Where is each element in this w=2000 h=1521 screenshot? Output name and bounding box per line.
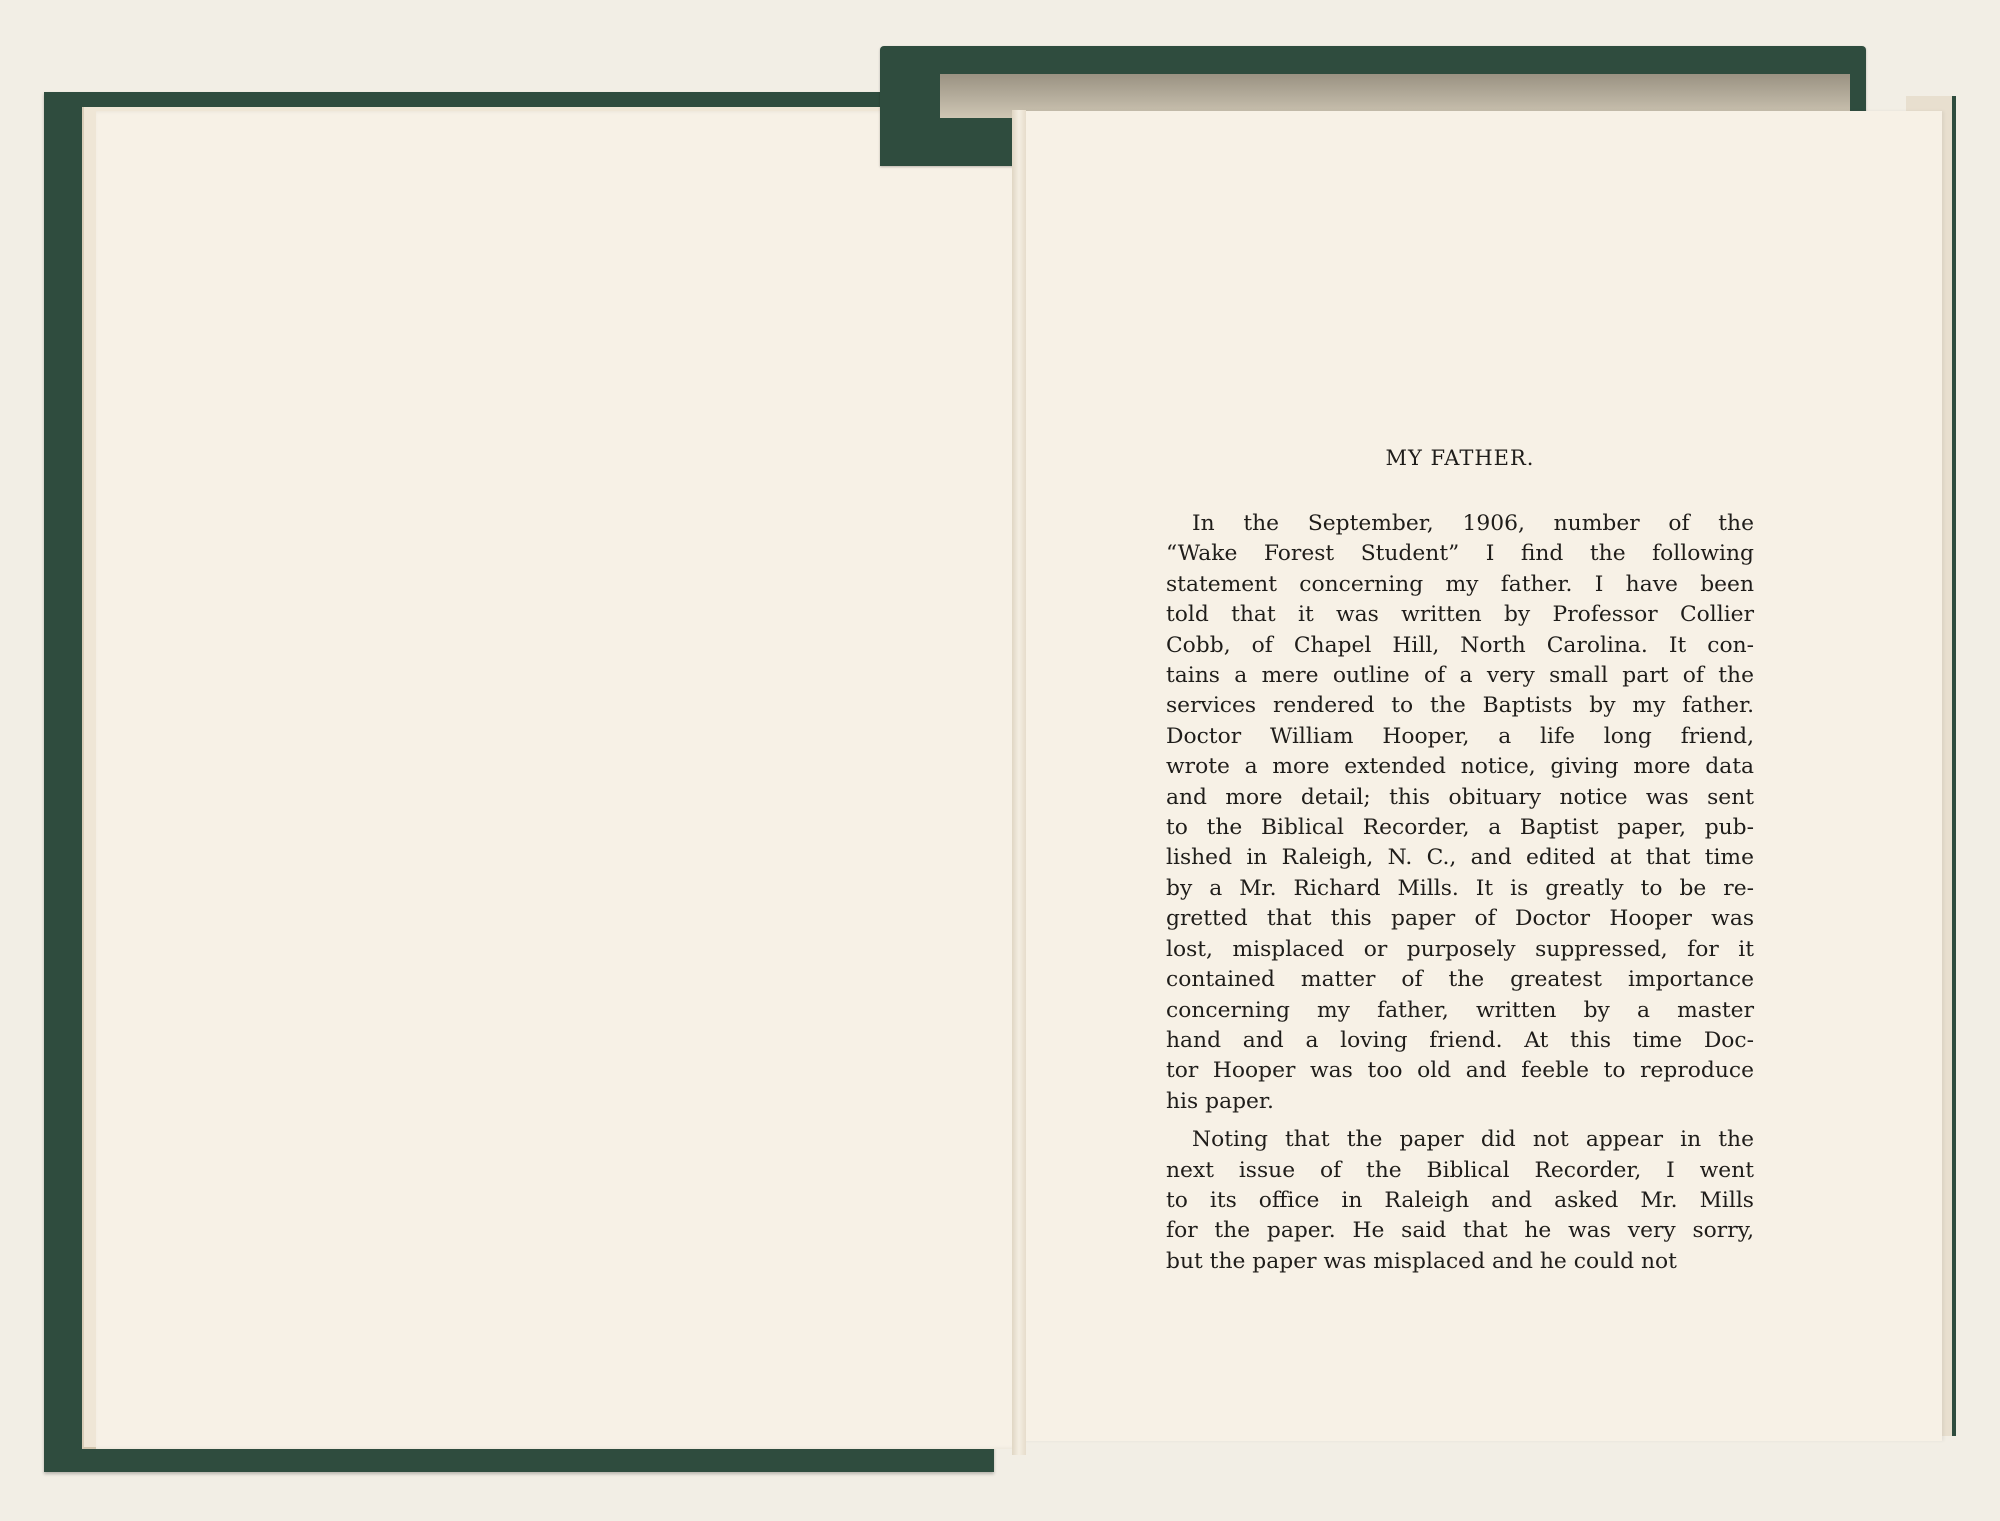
text-line: statement concerning my father. I have been (1166, 571, 1754, 597)
text-line: told that it was written by Professor Collier (1166, 602, 1754, 628)
text-line: contained matter of the greatest importance (1166, 967, 1754, 993)
text-line: Cobb, of Chapel Hill, North Carolina. It con- (1166, 632, 1754, 658)
text-line: lished in Raleigh, N. C., and edited at that time (1166, 845, 1754, 871)
paragraph (1166, 509, 1754, 1117)
text-line: lost, misplaced or purposely suppressed, for it (1166, 936, 1754, 962)
text-line: concerning my father, written by a master (1166, 997, 1754, 1023)
text-line: next issue of the Biblical Recorder, I went (1166, 1157, 1754, 1183)
book-gutter (1012, 110, 1026, 1455)
text-line: “Wake Forest Student” I find the following (1166, 541, 1754, 567)
text-line: tains a mere outline of a very small part of the (1166, 663, 1754, 689)
page-text (1166, 448, 1754, 1285)
text-line: hand and a loving friend. At this time Doc- (1166, 1027, 1754, 1053)
text-line: wrote a more extended notice, giving more data (1166, 754, 1754, 780)
text-line: by a Mr. Richard Mills. It is greatly to be re- (1166, 875, 1754, 901)
text-line: services rendered to the Baptists by my father. (1166, 693, 1754, 719)
text-line: but the paper was misplaced and he could not (1166, 1248, 1677, 1274)
text-line: and more detail; this obituary notice was sent (1166, 784, 1754, 810)
text-line: to its office in Raleigh and asked Mr. Mills (1166, 1187, 1754, 1213)
text-line: gretted that this paper of Doctor Hooper was (1166, 906, 1754, 932)
left-blank-page (96, 111, 1018, 1449)
paragraphs (1166, 509, 1754, 1277)
text-line: tor Hooper was too old and feeble to reproduce (1166, 1058, 1754, 1084)
paragraph (1166, 1125, 1754, 1277)
text-line: to the Biblical Recorder, a Baptist paper, pub- (1166, 815, 1754, 841)
text-line: for the paper. He said that he was very sorry, (1166, 1218, 1754, 1244)
text-line: In the September, 1906, number of the (1192, 511, 1754, 536)
text-line: Doctor William Hooper, a life long friend, (1166, 723, 1754, 749)
text-line: Noting that the paper did not appear in the (1192, 1127, 1754, 1153)
text-line: his paper. (1166, 1088, 1274, 1114)
chapter-title: MY FATHER. (1385, 446, 1535, 470)
